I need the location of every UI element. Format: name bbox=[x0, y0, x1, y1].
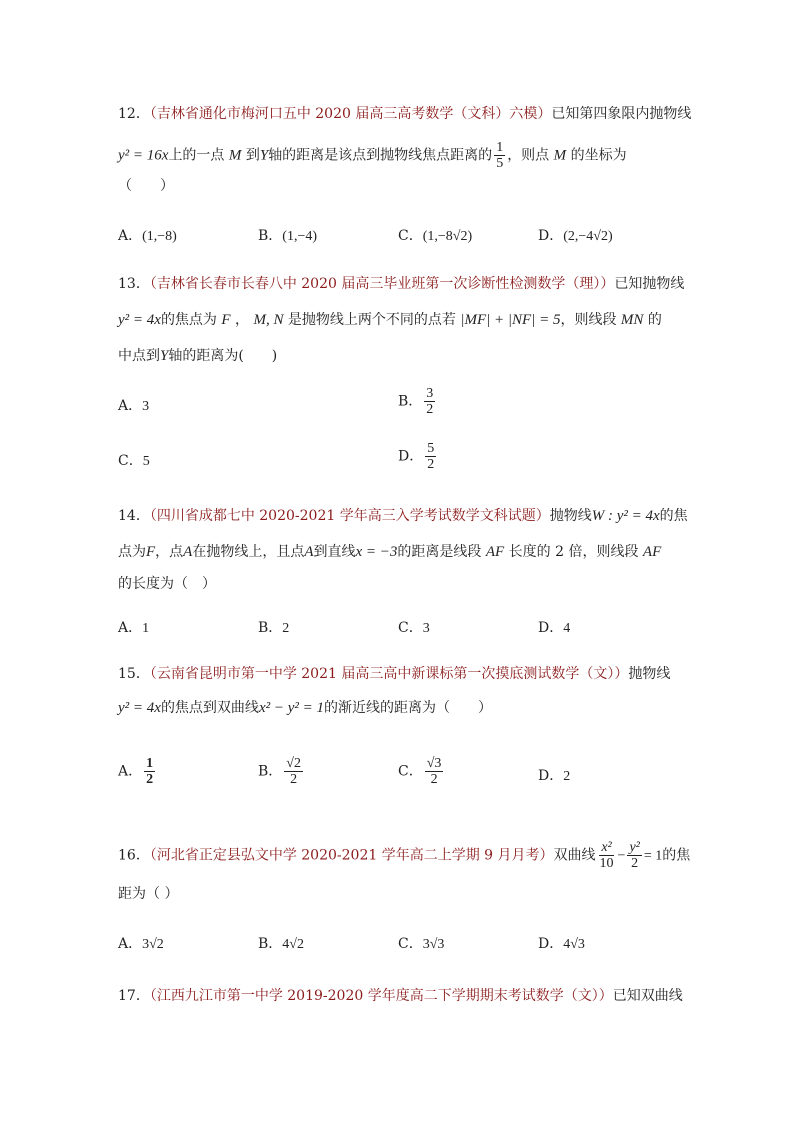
q13-equation: y² = 4x bbox=[118, 312, 161, 328]
q12-fraction: $\frac{1}{5}$ bbox=[496, 140, 504, 171]
q14-source: （四川省成都七中 2020-2021 学年高三入学考试数学文科试题） bbox=[149, 508, 550, 524]
q16-fraction-y: $\frac{\text{y²}}{2}$ bbox=[629, 840, 640, 871]
q12-line2: y² = 16x上的一点 M 到Y轴的距离是该点到抛物线焦点距离的 $\frac{1}{5}$ ，则点 M 的坐标为 bbox=[118, 140, 627, 171]
q15-line2: y² = 4x的焦点到双曲线x² − y² = 1的渐近线的距离为（ ） bbox=[118, 700, 492, 716]
q13-condition: |MF| + |NF| = 5 bbox=[460, 312, 561, 328]
q12-option-d: D．(2,−4√2) bbox=[538, 228, 613, 244]
q12-line1: 12．（吉林省通化市梅河口五中 2020 届高三高考数学（文科）六模）已知第四象限内抛物线 bbox=[118, 106, 692, 122]
q14-option-c: C．3 bbox=[398, 620, 430, 636]
q15-number: 15． bbox=[118, 666, 150, 682]
q15-source: （云南省昆明市第一中学 2021 届高三高中新课标第一次摸底测试数学（文）） bbox=[149, 666, 629, 682]
q15-option-b: B． $\frac{√2}{2}$ bbox=[258, 756, 301, 787]
q16-fraction-x: $\frac{\text{x²}}{10}$ bbox=[599, 840, 614, 871]
q12-equation: y² = 16x bbox=[118, 147, 169, 164]
q15-option-c: C． $\frac{√3}{2}$ bbox=[398, 756, 442, 787]
q16-source: （河北省正定县弘文中学 2020-2021 学年高二上学期 9 月月考） bbox=[149, 847, 554, 864]
q15-hyperbola: x² − y² = 1 bbox=[258, 700, 324, 716]
q13-source: （吉林省长春市长春八中 2020 届高三毕业班第一次诊断性检测数学（理）） bbox=[149, 276, 615, 292]
q17-line1: 17．（江西九江市第一中学 2019-2020 学年度高二下学期期末考试数学（文））已知双曲线 bbox=[118, 988, 683, 1004]
q15-equation: y² = 4x bbox=[118, 700, 161, 716]
q14-line2: 点为F，点A在抛物线上，且点A到直线x = −3的距离是线段 AF 长度的 2 倍，则线段 AF bbox=[118, 544, 662, 560]
q16-option-d: D．4√3 bbox=[538, 936, 585, 952]
q13-line3: 中点到Y轴的距离为( ) bbox=[118, 348, 278, 364]
q15-line1: 15．（云南省昆明市第一中学 2021 届高三高中新课标第一次摸底测试数学（文））抛物线 bbox=[118, 666, 671, 682]
q12-number: 12． bbox=[118, 106, 150, 122]
q12-source: （吉林省通化市梅河口五中 2020 届高三高考数学（文科）六模） bbox=[149, 106, 552, 122]
q13-option-d: D． $\frac{5}{2}$ bbox=[398, 441, 435, 472]
q12-answer-blank: （ ） bbox=[118, 178, 174, 194]
q13-option-c: C．5 bbox=[118, 453, 150, 469]
q17-source: （江西九江市第一中学 2019-2020 学年度高二下学期期末考试数学（文）） bbox=[149, 988, 613, 1004]
q12-option-c: C．(1,−8√2) bbox=[398, 228, 473, 244]
q12-option-b: B．(1,−4) bbox=[258, 228, 318, 244]
q15-option-a: A． $\frac{1}{2}$ bbox=[118, 756, 154, 787]
q14-option-b: B．2 bbox=[258, 620, 290, 636]
q13-number: 13． bbox=[118, 276, 150, 292]
q15-option-d: D．2 bbox=[538, 768, 571, 784]
q13-option-a: A．3 bbox=[118, 398, 150, 414]
q13-option-b: B． $\frac{3}{2}$ bbox=[398, 386, 434, 417]
q14-option-d: D．4 bbox=[538, 620, 571, 636]
q16-line2: 距为（ ） bbox=[118, 886, 179, 902]
q12-option-a: A．(1,−8) bbox=[118, 228, 177, 244]
q14-line1: 14．（四川省成都七中 2020-2021 学年高三入学考试数学文科试题）抛物线W : y² = 4x的焦 bbox=[118, 508, 688, 524]
q16-option-b: B．4√2 bbox=[258, 936, 304, 952]
q12-line3 bbox=[118, 176, 174, 196]
q16-number: 16． bbox=[118, 847, 150, 864]
q14-equation: W : y² = 4x bbox=[591, 508, 660, 524]
q16-option-a: A．3√2 bbox=[118, 936, 164, 952]
q14-number: 14． bbox=[118, 508, 150, 524]
q16-option-c: C．3√3 bbox=[398, 936, 445, 952]
q14-line3: 的长度为（ ） bbox=[118, 576, 216, 592]
q16-line1: 16．（河北省正定县弘文中学 2020-2021 学年高二上学期 9 月月考）双曲线 $\frac{\text{x²}}{10}$ − $\frac{\text{y²}}{2}$ = 1的焦 bbox=[118, 840, 691, 871]
q13-line2: y² = 4x的焦点为 F ， M, N 是抛物线上两个不同的点若 |MF| + |NF| = 5，则线段 MN 的 bbox=[118, 312, 662, 328]
q14-option-a: A．1 bbox=[118, 620, 150, 636]
q17-number: 17． bbox=[118, 988, 150, 1004]
q13-line1: 13．（吉林省长春市长春八中 2020 届高三毕业班第一次诊断性检测数学（理））已知抛物线 bbox=[118, 276, 685, 292]
